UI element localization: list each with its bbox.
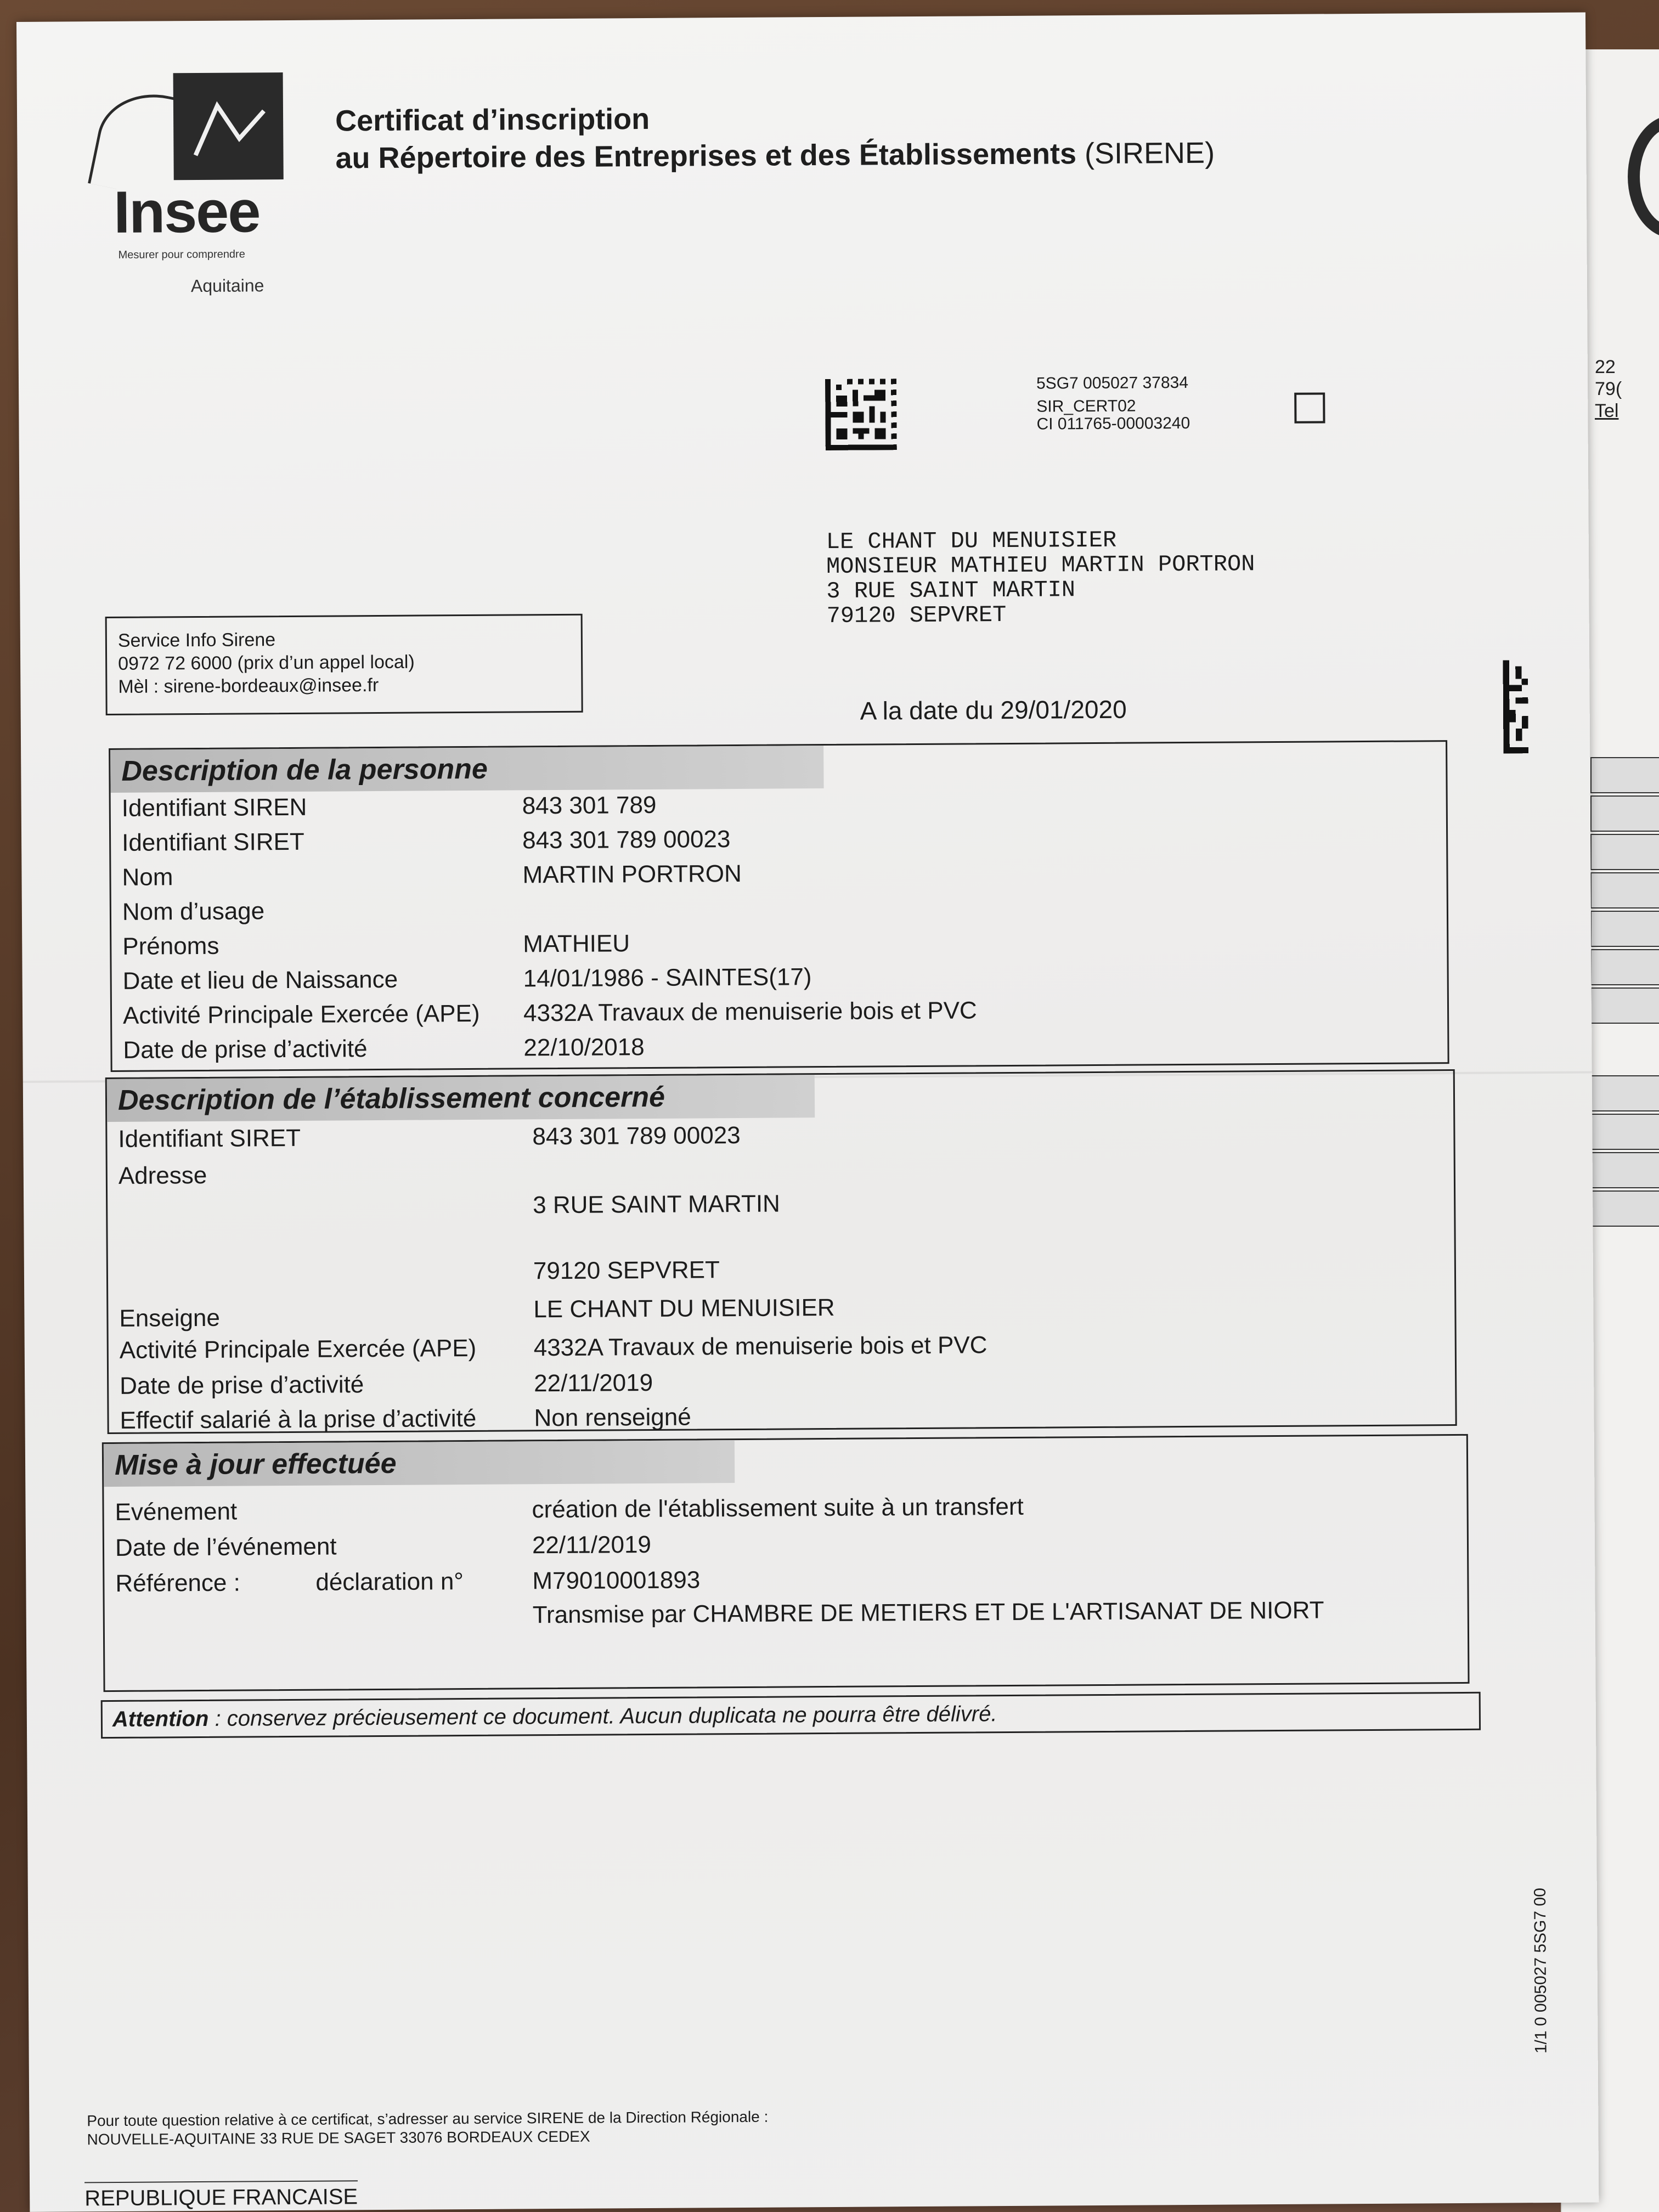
row-label: Identifiant SIRET — [121, 828, 304, 856]
sheet2-fragment-3: Tel — [1595, 400, 1619, 421]
row-label: Enseigne — [119, 1304, 221, 1332]
title-line-2 — [335, 134, 1215, 177]
logo-tagline: Mesurer pour comprendre — [118, 248, 245, 261]
row-value: 14/01/1986 - SAINTES(17) — [523, 963, 812, 992]
address-line-2: 79120 SEPVRET — [533, 1256, 720, 1285]
recipient-line-1: LE CHANT DU MENUISIER — [826, 527, 1117, 556]
sheet2-box — [1590, 911, 1659, 947]
footer-contact — [87, 2108, 768, 2149]
vertical-datamatrix-icon — [1503, 660, 1528, 753]
reference-codes — [1036, 371, 1190, 436]
person-section-heading: Description de la personne — [110, 746, 823, 793]
title-line-2-plain: (SIRENE) — [1084, 136, 1215, 171]
row-label: Nom d’usage — [122, 898, 265, 926]
sheet2-fragment-2: 79( — [1595, 379, 1622, 399]
establishment-section — [105, 1069, 1457, 1434]
row-value: M79010001893 — [532, 1566, 701, 1595]
sirene-certificate-page — [16, 13, 1599, 2212]
row-value: MATHIEU — [523, 930, 630, 958]
row-sublabel: déclaration n° — [315, 1568, 464, 1596]
sheet2-box — [1590, 949, 1659, 985]
document-title — [335, 97, 1215, 177]
row-label: Adresse — [118, 1161, 207, 1189]
footer-line-2: NOUVELLE-AQUITAINE 33 RUE DE SAGET 33076 BORDEAUX CEDEX — [87, 2128, 590, 2148]
row-label: Identifiant SIREN — [121, 793, 307, 822]
service-info-box — [105, 614, 583, 715]
title-line-1: Certificat d’inscription — [335, 102, 650, 138]
sheet2-box — [1590, 1075, 1659, 1111]
sheet2-box — [1590, 1114, 1659, 1150]
sheet2-fragment-1: 22 — [1595, 357, 1616, 377]
recipient-address — [826, 527, 1255, 629]
establishment-section-heading: Description de l’établissement concerné — [107, 1075, 815, 1122]
row-label: Effectif salarié à la prise d’activité — [120, 1404, 477, 1434]
attention-text: : conservez précieusement ce document. Aucun duplicata ne pourra être délivré. — [208, 1702, 997, 1731]
row-label: Evénement — [115, 1498, 238, 1526]
logo-word: Insee — [113, 178, 260, 245]
row-value: 4332A Travaux de menuiserie bois et PVC — [523, 997, 977, 1027]
empty-checkbox — [1294, 392, 1325, 423]
sheet2-box — [1590, 795, 1659, 832]
address-line-1: 3 RUE SAINT MARTIN — [533, 1190, 781, 1219]
sheet2-box — [1590, 988, 1659, 1024]
row-value: 843 301 789 — [522, 791, 657, 820]
row-value: 843 301 789 00023 — [522, 826, 731, 854]
datamatrix-code-icon — [825, 379, 897, 450]
row-value: 22/11/2019 — [532, 1531, 652, 1559]
certificate-date: A la date du 29/01/2020 — [860, 695, 1127, 725]
person-section — [109, 740, 1449, 1072]
transmitted-by: Transmise par CHAMBRE DE METIERS ET DE L'ARTISANAT DE NIORT — [532, 1596, 1324, 1629]
sheet2-box — [1590, 1190, 1659, 1227]
row-label: Date de l’événement — [115, 1533, 337, 1561]
partial-logo-icon — [1628, 115, 1659, 238]
service-line-1: Service Info Sirene — [117, 629, 276, 651]
row-value: 843 301 789 00023 — [532, 1121, 741, 1150]
row-label: Activité Principale Exercée (APE) — [122, 1000, 480, 1029]
logo-region: Aquitaine — [190, 275, 264, 296]
row-value: création de l'établissement suite à un transfert — [532, 1493, 1024, 1523]
sheet2-box — [1590, 1152, 1659, 1188]
row-label: Date et lieu de Naissance — [122, 966, 398, 995]
row-value: 22/10/2018 — [523, 1034, 645, 1062]
title-line-2-bold: au Répertoire des Entreprises et des Établissements — [335, 137, 1077, 175]
service-line-3: Mèl : sirene-bordeaux@insee.fr — [118, 674, 379, 697]
recipient-line-3: 3 RUE SAINT MARTIN — [826, 577, 1076, 605]
logo-mark-icon — [173, 72, 284, 180]
sheet2-box — [1590, 757, 1659, 793]
row-label: Nom — [122, 864, 173, 891]
insee-logo — [113, 72, 296, 304]
row-label: Référence : — [115, 1569, 241, 1597]
row-value: MARTIN PORTRON — [522, 860, 742, 889]
sheet2-box — [1590, 834, 1659, 870]
row-value: 22/11/2019 — [534, 1369, 653, 1397]
vertical-reference-code: 1/1 0 005027 5SG7 00 — [1531, 1888, 1550, 2054]
footer-line-1: Pour toute question relative à ce certificat, s’adresser au service SIRENE de la Direction Régionale : — [87, 2108, 769, 2130]
attention-label: Attention — [112, 1706, 209, 1731]
update-section — [102, 1434, 1470, 1692]
update-section-heading: Mise à jour effectuée — [104, 1440, 735, 1487]
service-line-2: 0972 72 6000 (prix d’un appel local) — [118, 651, 415, 674]
row-label: Identifiant SIRET — [118, 1124, 301, 1153]
ref-line-2: SIR_CERT02 — [1036, 397, 1136, 416]
recipient-line-4: 79120 SEPVRET — [826, 601, 1007, 629]
row-value: Non renseigné — [534, 1403, 691, 1432]
row-label: Date de prise d’activité — [123, 1035, 368, 1064]
attention-notice — [101, 1692, 1481, 1739]
row-label: Date de prise d’activité — [120, 1371, 364, 1400]
row-value: 4332A Travaux de menuiserie bois et PVC — [533, 1331, 988, 1362]
republic-label: REPUBLIQUE FRANCAISE — [84, 2180, 358, 2211]
row-value: LE CHANT DU MENUISIER — [533, 1294, 835, 1323]
ref-line-1: 5SG7 005027 37834 — [1036, 373, 1189, 393]
ref-line-3: CI 011765-00003240 — [1036, 414, 1190, 433]
row-label: Prénoms — [122, 932, 219, 960]
recipient-line-2: MONSIEUR MATHIEU MARTIN PORTRON — [826, 551, 1255, 580]
row-label: Activité Principale Exercée (APE) — [119, 1334, 477, 1364]
sheet2-box — [1590, 872, 1659, 909]
